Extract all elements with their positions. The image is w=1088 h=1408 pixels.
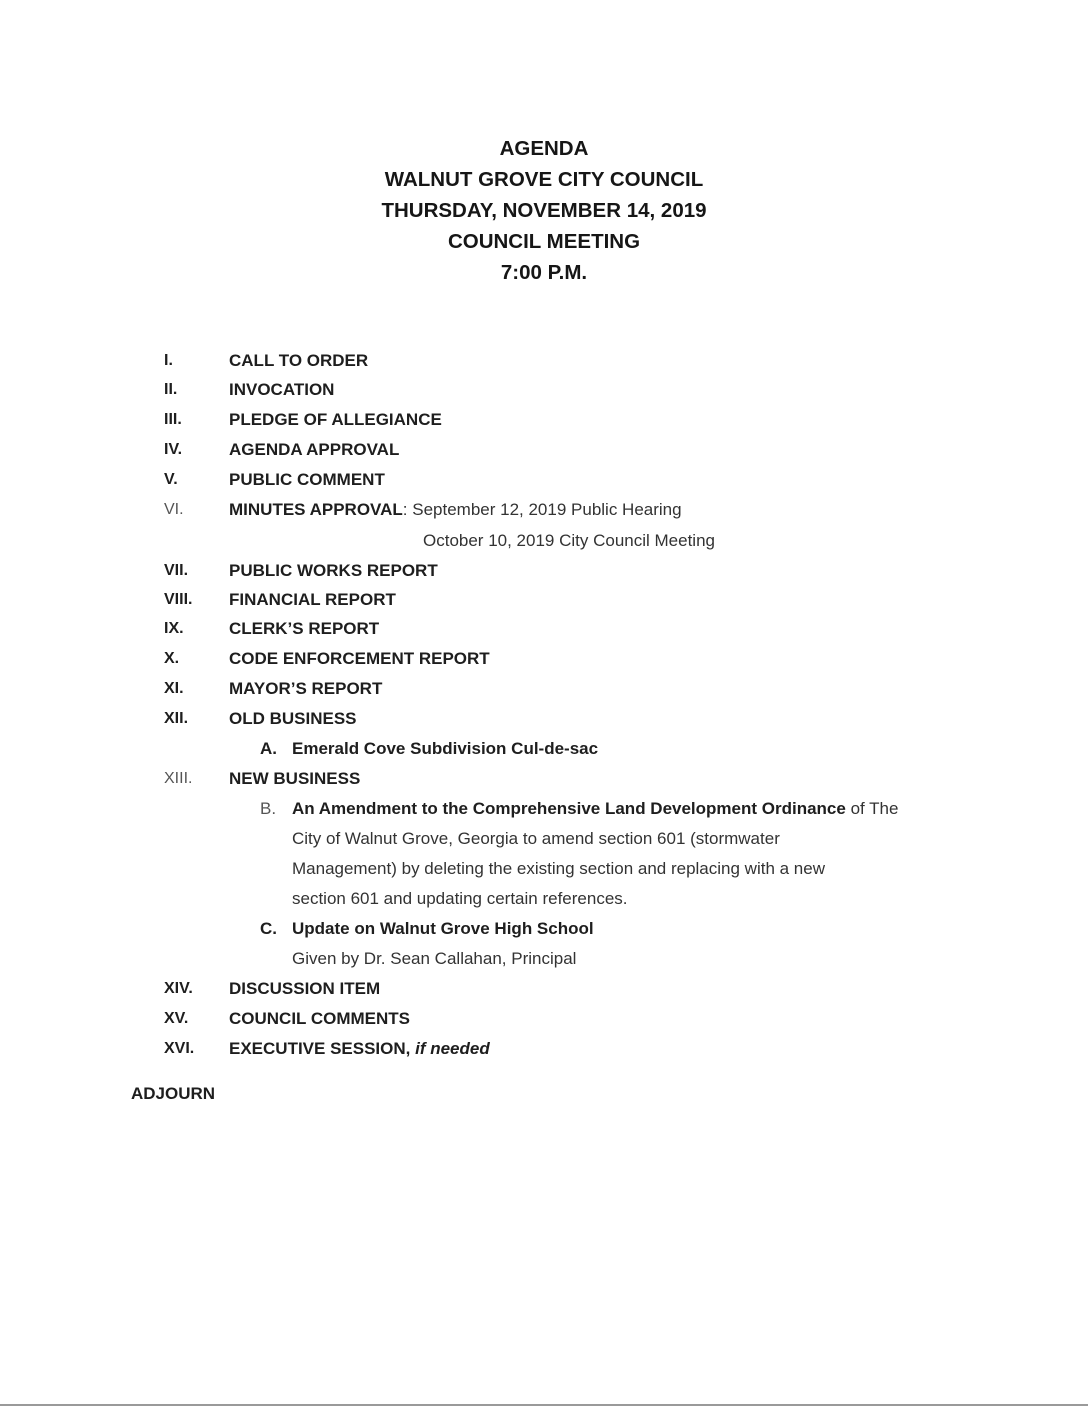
item-number: XV. — [164, 1010, 189, 1027]
adjourn-label: ADJOURN — [131, 1084, 216, 1103]
item-number: II. — [164, 381, 178, 398]
header-meeting: COUNCIL MEETING — [447, 230, 641, 253]
item-number: XI. — [164, 680, 184, 697]
item-label: AGENDA APPROVAL — [229, 440, 400, 459]
item-label: INVOCATION — [229, 380, 335, 399]
item-label: NEW BUSINESS — [229, 769, 361, 788]
item-label: PUBLIC WORKS REPORT — [229, 561, 438, 580]
header-title: AGENDA — [499, 137, 589, 160]
executive-session-note: if needed — [410, 1039, 490, 1058]
presenter-line: Given by Dr. Sean Callahan, Principal — [292, 949, 577, 968]
item-label: PLEDGE OF ALLEGIANCE — [229, 410, 442, 429]
header-time: 7:00 P.M. — [500, 261, 588, 284]
item-number: XVI. — [164, 1040, 195, 1057]
agenda-header — [0, 133, 1088, 288]
item-number: XIII. — [164, 770, 193, 787]
sub-item-text — [292, 797, 898, 821]
minutes-approval-date-2: October 10, 2019 City Council Meeting — [423, 531, 715, 550]
item-number: XII. — [164, 710, 189, 727]
item-label: CLERK’S REPORT — [229, 619, 380, 638]
item-label — [229, 498, 682, 522]
item-number: VII. — [164, 562, 189, 579]
amendment-title: An Amendment to the Comprehensive Land Development Ordinance — [292, 799, 846, 818]
page-bottom-edge — [0, 1404, 1088, 1406]
amendment-title-tail: of The — [845, 799, 899, 818]
item-number: III. — [164, 411, 182, 428]
sub-item-text: Update on Walnut Grove High School — [292, 919, 594, 938]
sub-item-letter: B. — [260, 799, 277, 818]
sub-item-letter: C. — [260, 919, 277, 938]
item-label: OLD BUSINESS — [229, 709, 357, 728]
amendment-line-2: City of Walnut Grove, Georgia to amend section 601 (stormwater — [292, 829, 780, 848]
header-date: THURSDAY, NOVEMBER 14, 2019 — [381, 199, 707, 222]
item-label: FINANCIAL REPORT — [229, 590, 396, 609]
item-number: I. — [164, 352, 173, 369]
item-label — [229, 1037, 490, 1061]
item-number: VI. — [164, 501, 184, 518]
minutes-approval-date-1: : September 12, 2019 Public Hearing — [402, 500, 682, 519]
sub-item-letter: A. — [260, 739, 277, 758]
item-number: VIII. — [164, 591, 193, 608]
item-number: IV. — [164, 441, 183, 458]
item-label: PUBLIC COMMENT — [229, 470, 385, 489]
amendment-line-3: Management) by deleting the existing section and replacing with a new — [292, 859, 825, 878]
item-number: V. — [164, 471, 178, 488]
sub-item-text: Emerald Cove Subdivision Cul-de-sac — [292, 739, 599, 758]
minutes-approval-label: MINUTES APPROVAL — [229, 500, 403, 519]
item-label: MAYOR’S REPORT — [229, 679, 383, 698]
item-label: CALL TO ORDER — [229, 351, 369, 370]
item-number: XIV. — [164, 980, 193, 997]
item-label: DISCUSSION ITEM — [229, 979, 381, 998]
item-number: IX. — [164, 620, 184, 637]
item-label: CODE ENFORCEMENT REPORT — [229, 649, 490, 668]
item-label: COUNCIL COMMENTS — [229, 1009, 411, 1028]
header-council: WALNUT GROVE CITY COUNCIL — [384, 168, 704, 191]
item-number: X. — [164, 650, 180, 667]
amendment-line-4: section 601 and updating certain references. — [292, 889, 628, 908]
executive-session-label: EXECUTIVE SESSION, — [229, 1039, 411, 1058]
